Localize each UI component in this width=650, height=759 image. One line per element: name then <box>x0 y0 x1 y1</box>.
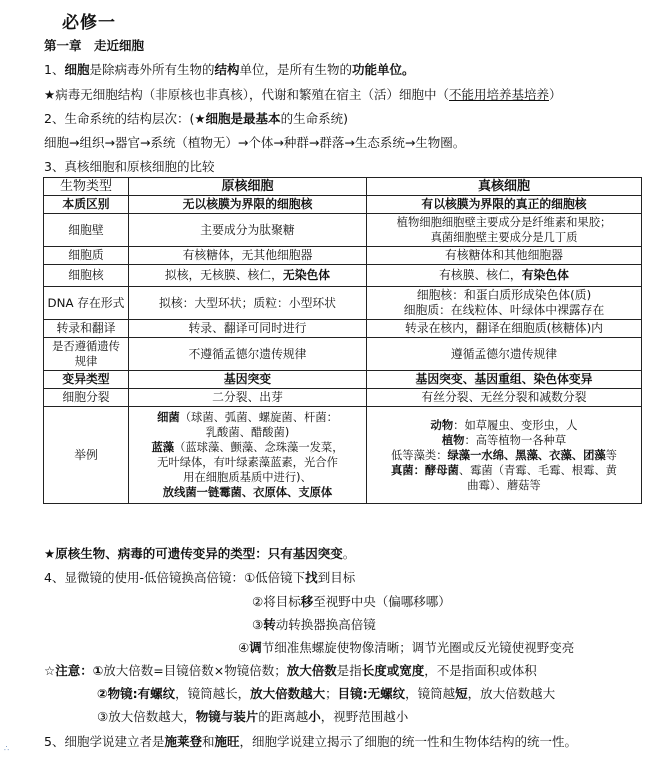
paragraph-1: 1、细胞是除病毒外所有生物的结构单位，是所有生物的功能单位。 <box>44 62 415 77</box>
microscope-step-3: ③转动转换器换高倍镜 <box>252 617 376 632</box>
microscope-step-1: 4、显微镜的使用-低倍镜换高倍镜：①低倍镜下找到目标 <box>44 570 356 585</box>
table-row: 是否遵循遗传规律 不遵循孟德尔遗传规律 遵循孟德尔遗传规律 <box>44 338 642 371</box>
table-row: 细胞分裂 二分裂、出芽 有丝分裂、无丝分裂和减数分裂 <box>44 389 642 407</box>
table-row: 细胞质 有核糖体，无其他细胞器 有核糖体和其他细胞器 <box>44 247 642 265</box>
table-row: 举例 细菌（球菌、弧菌、螺旋菌、杆菌： 乳酸菌、醋酸菌) 蓝藻（蓝球藻、颤藻、念珠藻一发菜， 无叶绿体，有叶绿素藻蓝素，光合作 用在细胞质基质中进行)、 放线菌一链霉菌、衣原体、支原体 动物：如草履虫、变形虫，人 植物：高等植物一各种草 低等藻类：绿藻一水绵、黑藻、衣藻、团藻等 真菌：酵母菌、霉菌（青霉、毛霉、根霉、黄 曲霉）、蘑菇等 <box>44 407 642 504</box>
caution-note-2: ②物镜:有螺纹，镜筒越长，放大倍数越大；目镜:无螺纹，镜筒越短，放大倍数越大 <box>97 686 556 701</box>
paragraph-3: 3、真核细胞和原核细胞的比较 <box>44 159 215 174</box>
table-row: 细胞核 拟核，无核膜、核仁，无染色体 有核膜、核仁，有染色体 <box>44 265 642 287</box>
table-row: 细胞壁 主要成分为肽聚糖 植物细胞细胞壁主要成分是纤维素和果胶； 真菌细胞壁主要成分是几丁质 <box>44 214 642 247</box>
table-header-cell: 真核细胞 <box>367 178 642 196</box>
comparison-table <box>43 177 642 504</box>
table-row: DNA 存在形式 拟核：大型环状；质粒：小型环状 细胞核：和蛋白质形成染色体(质) 细胞质：在线粒体、叶绿体中裸露存在 <box>44 287 642 320</box>
table-header-cell: 生物类型 <box>44 178 129 196</box>
chapter-heading: 第一章 走近细胞 <box>44 38 145 53</box>
microscope-step-2: ②将目标移至视野中央（偏哪移哪） <box>252 594 451 609</box>
page-title: 必修一 <box>62 13 116 33</box>
virus-note: ★病毒无细胞结构（非原核也非真核），代谢和繁殖在宿主（活）细胞中（不能用培养基培养） <box>44 87 562 102</box>
table-row: 转录和翻译 转录、翻译可同时进行 转录在核内，翻译在细胞质(核糖体)内 <box>44 320 642 338</box>
paragraph-2: 2、生命系统的结构层次：(★细胞是最基本的生命系统) <box>44 111 348 126</box>
variation-note: ★原核生物、病毒的可遗传变异的类型：只有基因突变。 <box>44 546 356 561</box>
table-row: 变异类型 基因突变 基因突变、基因重组、染色体变异 <box>44 371 642 389</box>
table-row: 本质区别 无以核膜为界限的细胞核 有以核膜为界限的真正的细胞核 <box>44 196 642 214</box>
microscope-step-4: ④调节细准焦螺旋使物像清晰；调节光圈或反光镜使视野变亮 <box>238 640 575 655</box>
caution-note-1: ☆注意：①放大倍数=目镜倍数×物镜倍数；放大倍数是指长度或宽度，不是指面积或体积 <box>44 663 537 678</box>
caution-note-3: ③放大倍数越大，物镜与装片的距离越小，视野范围越小 <box>97 709 409 724</box>
paragraph-5: 5、细胞学说建立者是施莱登和施旺，细胞学说建立揭示了细胞的统一性和生物体结构的统一性。 <box>44 734 578 749</box>
margin-mark: ∴ <box>4 744 10 753</box>
table-header-row <box>44 178 642 196</box>
life-system-chain: 细胞→组织→器官→系统（植物无）→个体→种群→群落→生态系统→生物圈。 <box>44 135 466 150</box>
table-header-cell: 原核细胞 <box>129 178 367 196</box>
